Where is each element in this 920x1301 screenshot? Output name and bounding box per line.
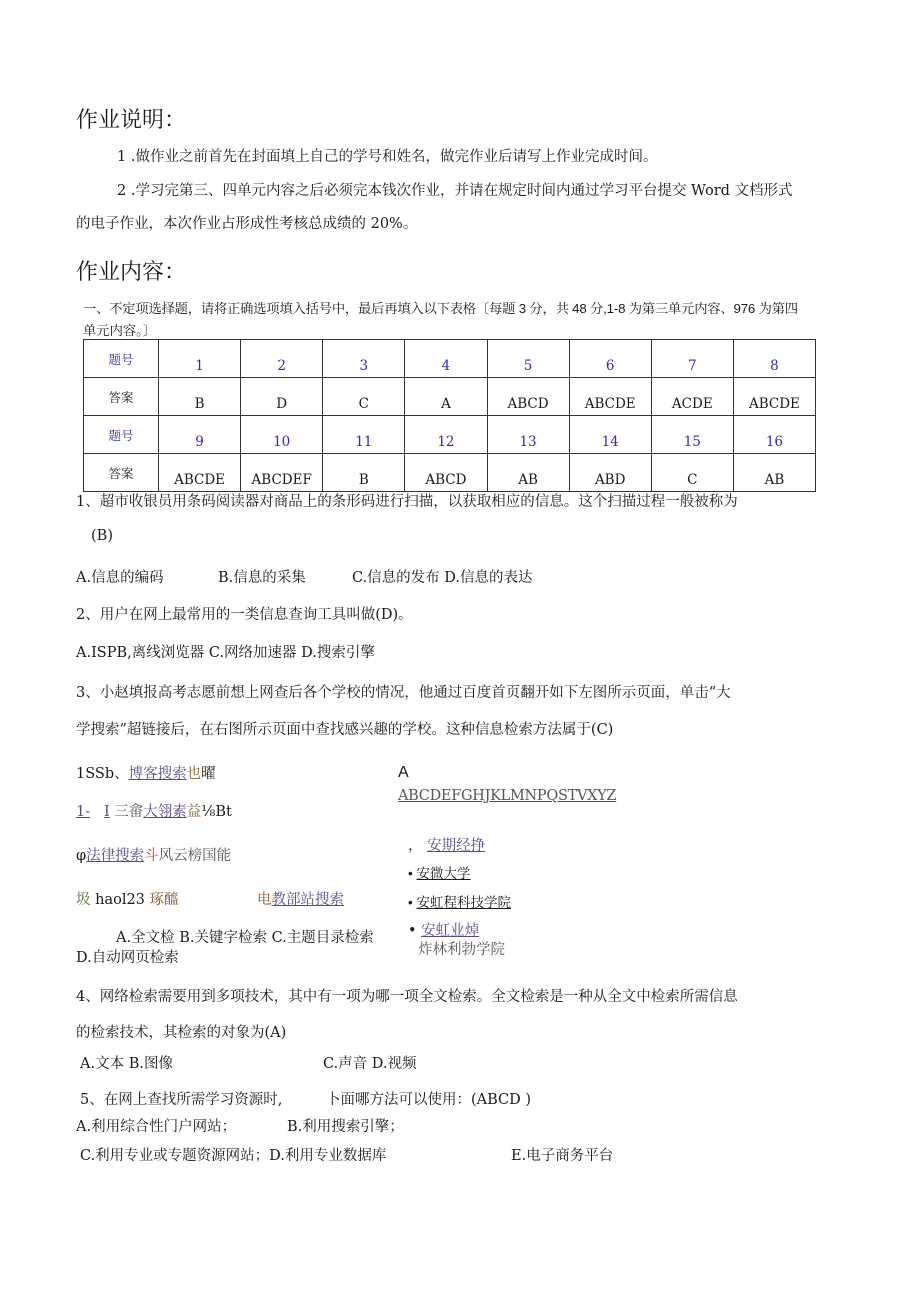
table-row-nums-1 [84,340,816,378]
instruction-item-2-line2: 的电子作业，本次作业占形成性考核总成绩的 20%。 [76,216,418,232]
school-link[interactable]: 安虹业焯 [421,923,480,939]
table-cell: ABCDEF [241,454,323,492]
q1-option-b: B.信息的采集 [218,570,306,586]
fig-text: 电 [257,892,272,908]
school-list-item [408,834,485,855]
fig-text: 1- [76,804,91,820]
table-cell: 12 [405,416,487,454]
table-cell: ABCDE [569,378,651,416]
table-cell: 15 [651,416,733,454]
fig-text: 圾 [76,892,91,908]
q5-option-b: B.利用搜索引擎； [287,1119,404,1135]
table-cell: C [651,454,733,492]
school-list-item [408,891,511,911]
q2-stem: 2、用户在网上最常用的一类信息查询工具叫做(D)。 [76,607,413,623]
school-link[interactable]: 安微大学 [416,866,471,881]
fig-text: 斗 [144,848,159,864]
label-ans: 答案 [84,378,159,416]
label-num: 题号 [84,416,159,454]
q3-options-line2: D.自动网页检索 [76,950,179,966]
table-cell: B [159,378,241,416]
q4-stem-line2: 的检索技术，其检索的对象为(A) [76,1025,287,1041]
q3-stem-line2: 学搜索”超链接后，在右图所示页面中查找感兴趣的学校。这种信息检索方法属于(C) [76,722,614,738]
q5-stem-b: 卜面哪方法可以使用：(ABCD ) [326,1092,532,1108]
table-cell: 9 [159,416,241,454]
left-figure-line3 [76,844,231,865]
table-cell: ABCDE [159,454,241,492]
table-cell: 2 [241,340,323,378]
q5-stem-a: 5、在网上查找所需学习资源时, [80,1092,283,1108]
table-cell: ACDE [651,378,733,416]
fig-text: 1SSb、 [76,766,129,782]
school-link[interactable]: 安虹程科技学院 [416,895,511,910]
fig-text: 风云榜国能 [158,848,232,864]
q5-option-e: E.电子商务平台 [511,1148,614,1164]
bullet: ， [408,838,423,854]
table-cell: AB [487,454,569,492]
bullet: • [408,895,413,910]
school-list-item [408,919,479,940]
table-cell: 5 [487,340,569,378]
table-row-answers-1 [84,378,816,416]
fig-text: 三畲 [114,804,144,820]
q4-option-ab: A.文本 B.图像 [80,1056,173,1072]
section1-title-line2: 单元内容。〕 [83,323,157,338]
table-cell: D [241,378,323,416]
fig-text: 益 [186,804,202,820]
table-cell: C [323,378,405,416]
table-cell: ABCD [405,454,487,492]
left-figure-line1 [76,762,216,783]
heading-instructions: 作业说明： [76,108,187,133]
label-ans: 答案 [84,454,159,492]
q1-option-a: A.信息的编码 [76,570,164,586]
school-list-item-cut [418,941,538,958]
school-link[interactable]: 安期经挣 [427,838,486,854]
table-cell: 1 [159,340,241,378]
alphabet-index[interactable]: ABCDEFGHJKLMNPQSTVXYZ [398,788,617,804]
fig-text: 琢醯 [149,892,179,908]
bullet: • [408,866,413,881]
blog-search-link[interactable]: 博客搜索 [128,766,187,782]
university-search-link[interactable]: 大翎素 [143,804,187,820]
table-cell: 11 [323,416,405,454]
law-search-link[interactable]: 法律搜索 [86,848,145,864]
q2-options: A.ISPB,离线浏览器 C.网络加速器 D.搜索引擎 [76,645,375,661]
bullet: • [408,923,417,939]
table-cell: ABCD [487,378,569,416]
fig-text: φ [76,848,87,864]
table-row-answers-2 [84,454,816,492]
table-cell: AB [733,454,815,492]
fig-text: haol23 [95,892,145,908]
table-cell: 4 [405,340,487,378]
table-cell: A [405,378,487,416]
table-cell: ABCDE [733,378,815,416]
q3-stem-line1: 3、小赵填报高考志愿前想上网查后各个学校的情况，他通过百度首页翻开如下左图所示页面，单击“大 [76,685,731,701]
fig-text: 曜 [201,766,216,782]
table-cell: 8 [733,340,815,378]
school-list-item [408,862,471,882]
q5-option-a: A.利用综合性门户网站； [76,1119,237,1135]
q3-options-line1: A.全文检 B.关键字检索 C.主题目录检索 [116,930,374,946]
education-site-search-link[interactable]: 教部站搜索 [271,892,344,908]
table-row-nums-2 [84,416,816,454]
table-cell: B [323,454,405,492]
fig-text: ⅛Bt [201,804,232,820]
q4-stem-line1: 4、网络检索需要用到多项技术，其中有一项为哪一项全文检索。全文检索是一种从全文中检索所需信息 [76,989,738,1005]
section1-title-line1: 一、不定项选择题，请将正确选项填入括号中，最后再填入以下表格〔每题 3 分，共 48 分,1-8 为第三单元内容、976 为第四 [83,301,798,316]
right-figure-letter: A [398,764,409,781]
fig-text: 也 [186,766,202,782]
table-cell: 7 [651,340,733,378]
q5-option-cd: C.利用专业或专题资源网站；D.利用专业数据库 [80,1148,387,1164]
school-link[interactable]: 炸林利勃学院 [418,942,505,958]
q1-stem-line2: (B) [91,528,113,544]
table-cell: 10 [241,416,323,454]
heading-content: 作业内容： [76,260,187,285]
table-cell: 13 [487,416,569,454]
left-figure-line4-right [257,888,344,909]
left-figure-line4 [76,888,179,909]
table-cell: 3 [323,340,405,378]
label-num: 题号 [84,340,159,378]
table-cell: ABD [569,454,651,492]
fig-text: I [103,804,110,820]
answer-table [83,339,816,492]
instruction-item-1: 1 .做作业之前首先在封面填上自己的学号和姓名，做完作业后请写上作业完成时间。 [117,149,658,165]
instruction-item-2-line1: 2 .学习完第三、四单元内容之后必须完本钱次作业，并请在规定时间内通过学习平台提交 Word 文档形式 [117,183,793,199]
left-figure-line2 [76,800,232,821]
q1-option-cd: C.信息的发布 D.信息的表达 [352,570,533,586]
q4-option-cd: C.声音 D.视频 [323,1056,417,1072]
table-cell: 6 [569,340,651,378]
table-cell: 14 [569,416,651,454]
q1-stem-line1: 1、超市收银员用条码阅读器对商品上的条形码进行扫描，以获取相应的信息。这个扫描过程一般被称为 [76,494,738,510]
table-cell: 16 [733,416,815,454]
